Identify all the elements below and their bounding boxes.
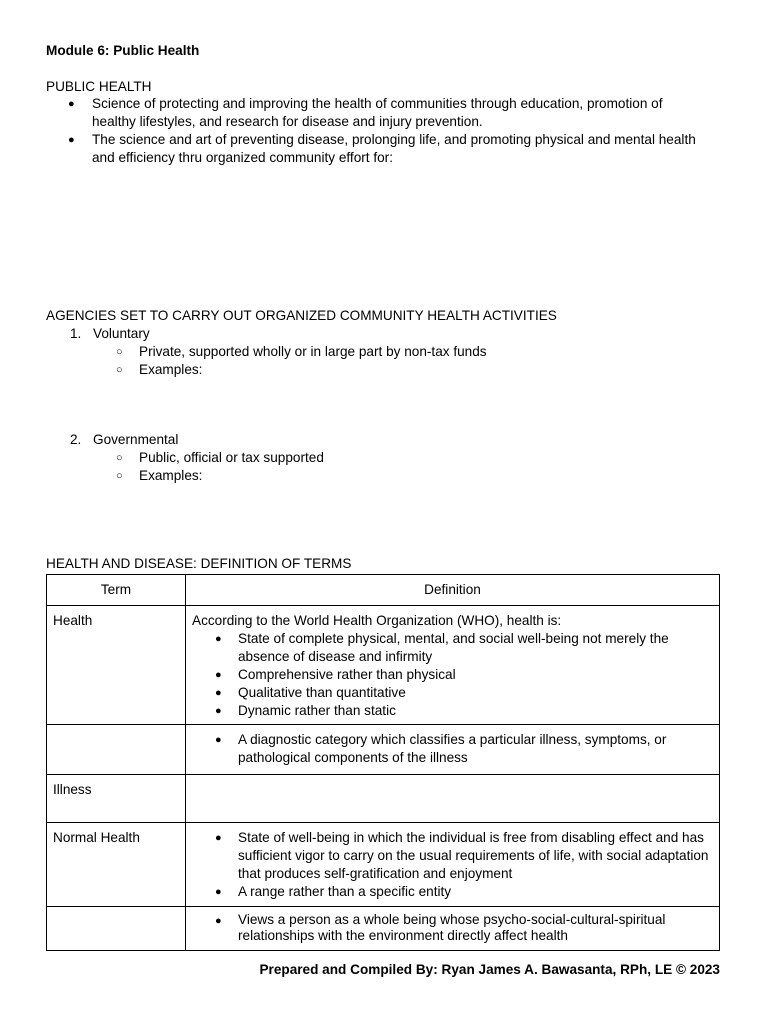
item-label: Governmental [93, 432, 179, 447]
governmental-sub-list [116, 449, 324, 485]
definition-bullets [192, 829, 713, 901]
definition-cell [186, 775, 720, 823]
agency-item-governmental [70, 432, 178, 447]
term-cell: Normal Health [47, 823, 186, 907]
definitions-table [46, 574, 720, 951]
module-title: Module 6: Public Health [46, 43, 200, 58]
definition-bullet: ● A range rather than a specific entity [192, 883, 713, 901]
item-label: Voluntary [93, 326, 150, 341]
column-header-definition: Definition [186, 575, 720, 606]
agencies-heading: AGENCIES SET TO CARRY OUT ORGANIZED COMMUNITY HEALTH ACTIVITIES [46, 308, 557, 323]
table-row [47, 606, 720, 725]
definition-bullets [192, 630, 713, 720]
table-row [47, 823, 720, 907]
term-cell: Illness [47, 775, 186, 823]
definition-bullets [192, 912, 713, 944]
table-row [47, 775, 720, 823]
sub-list-item: ○ Examples: [116, 361, 487, 379]
agency-item-voluntary [70, 326, 150, 341]
definition-bullet: ● State of complete physical, mental, and social well-being not merely the absence of disease and infirmity [192, 630, 713, 666]
definition-cell [186, 907, 720, 951]
footer-credit: Prepared and Compiled By: Ryan James A. Bawasanta, RPh, LE © 2023 [259, 962, 720, 977]
table-row [47, 725, 720, 775]
definition-bullet: ● Qualitative than quantitative [192, 684, 713, 702]
public-health-bullet: ● Science of protecting and improving the health of communities through education, promotion of healthy lifestyles, and research for disease and injury prevention. [46, 95, 706, 131]
table-header-row [47, 575, 720, 606]
definition-cell [186, 606, 720, 725]
term-cell [47, 725, 186, 775]
sub-list-item: ○ Examples: [116, 467, 324, 485]
item-number: 2. [70, 432, 82, 447]
definition-bullet: ● Comprehensive rather than physical [192, 666, 713, 684]
term-cell: Health [47, 606, 186, 725]
public-health-heading: PUBLIC HEALTH [46, 79, 152, 94]
definition-bullet: ● Views a person as a whole being whose psycho-social-cultural-spiritual relationships with the environment directly affect health [192, 912, 713, 944]
public-health-bullets [46, 95, 706, 167]
definition-bullet: ● A diagnostic category which classifies a particular illness, symptoms, or pathological components of the illness [192, 731, 713, 767]
definitions-heading: HEALTH AND DISEASE: DEFINITION OF TERMS [46, 556, 352, 571]
public-health-bullet: ● The science and art of preventing disease, prolonging life, and promoting physical and mental health and efficiency thru organized community effort for: [46, 131, 706, 167]
column-header-term: Term [47, 575, 186, 606]
table-row [47, 907, 720, 951]
term-cell [47, 907, 186, 951]
sub-list-item: ○ Public, official or tax supported [116, 449, 324, 467]
definition-intro: According to the World Health Organization (WHO), health is: [192, 613, 562, 628]
definition-bullet: ● State of well-being in which the individual is free from disabling effect and has sufficient vigor to carry on the usual requirements of life, with social adaptation that produces self-gratification and enjoyment [192, 829, 713, 883]
sub-list-item: ○ Private, supported wholly or in large part by non-tax funds [116, 343, 487, 361]
definition-bullet: ● Dynamic rather than static [192, 702, 713, 720]
definition-cell [186, 725, 720, 775]
voluntary-sub-list [116, 343, 487, 379]
definition-cell [186, 823, 720, 907]
item-number: 1. [70, 326, 82, 341]
definition-bullets [192, 731, 713, 767]
